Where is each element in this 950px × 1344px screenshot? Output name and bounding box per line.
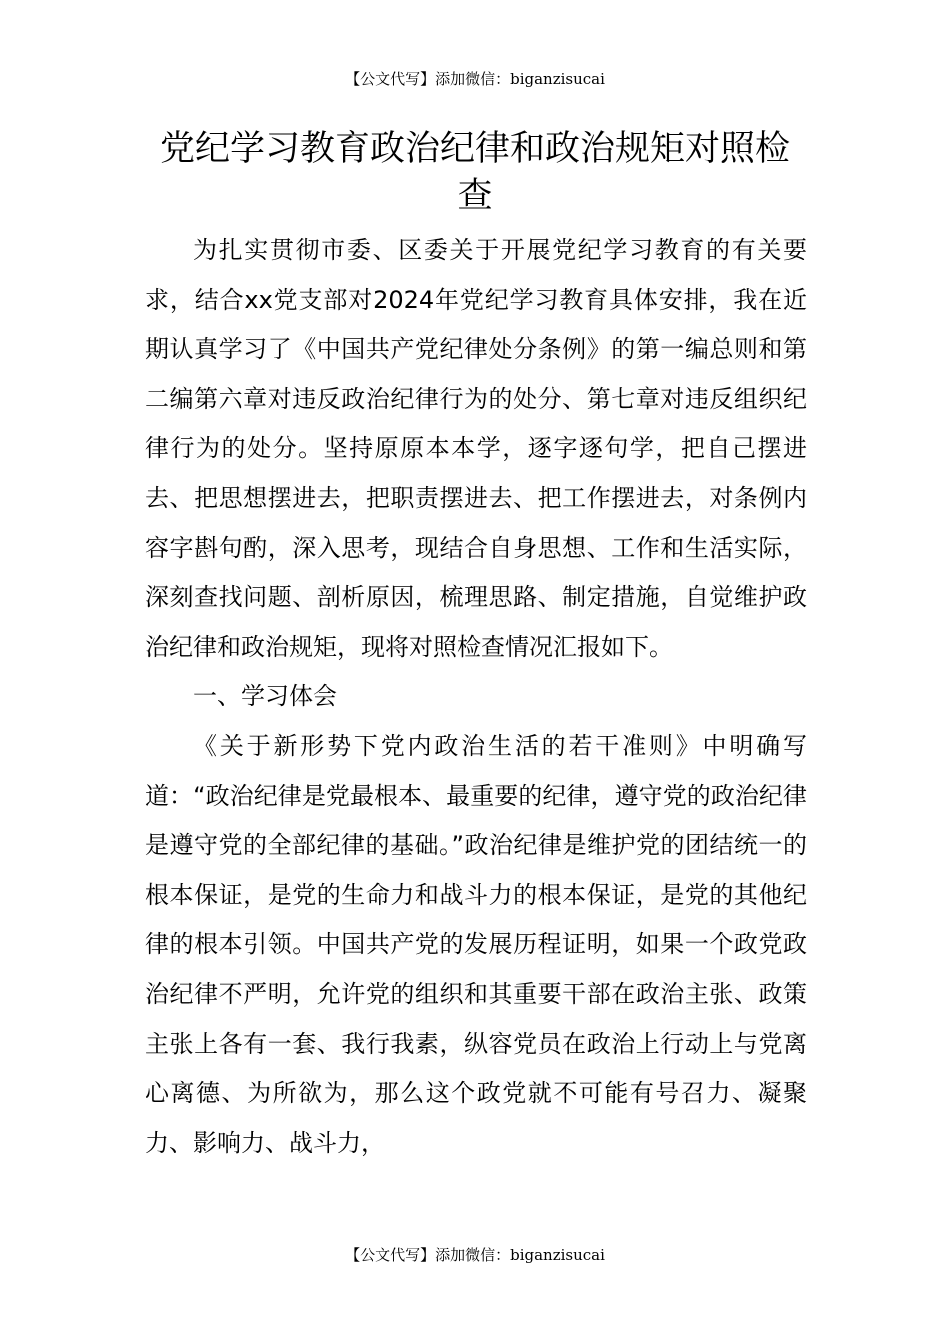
document-title: 党纪学习教育政治纪律和政治规矩对照检查	[159, 129, 790, 216]
header-watermark: 【公文代写】添加微信：biganzisucai	[345, 70, 605, 88]
document-body	[145, 226, 807, 1168]
intro-paragraph: 为扎实贯彻市委、区委关于开展党纪学习教育的有关要求，结合xx党支部对2024年党纪学习教育具体安排，我在近期认真学习了《中国共产党纪律处分条例》的第一编总则和第二编第六章对违反政治纪律行为的处分、第七章对违反组织纪律行为的处分。坚持原原本本学，逐字逐句学，把自己摆进去、把思想摆进去，把职责摆进去、把工作摆进去，对条例内容字斟句酌，深入思考，现结合自身思想、工作和生活实际，深刻查找问题、剖析原因，梳理思路、制定措施，自觉维护政治纪律和政治规矩，现将对照检查情况汇报如下。	[145, 236, 807, 661]
footer-watermark: 【公文代写】添加微信：biganzisucai	[345, 1246, 605, 1264]
section-paragraph: 《关于新形势下党内政治生活的若干准则》中明确写道：“政治纪律是党最根本、最重要的纪律，遵守党的政治纪律是遵守党的全部纪律的基础。”政治纪律是维护党的团结统一的根本保证，是党的生命力和战斗力的根本保证，是党的其他纪律的根本引领。中国共产党的发展历程证明，如果一个政党政治纪律不严明，允许党的组织和其重要干部在政治主张、政策主张上各有一套、我行我素，纵容党员在政治上行动上与党离心离德、为所欲为，那么这个政党就不可能有号召力、凝聚力、影响力、战斗力，	[145, 731, 807, 1157]
section-heading: 一、学习体会	[193, 682, 337, 711]
